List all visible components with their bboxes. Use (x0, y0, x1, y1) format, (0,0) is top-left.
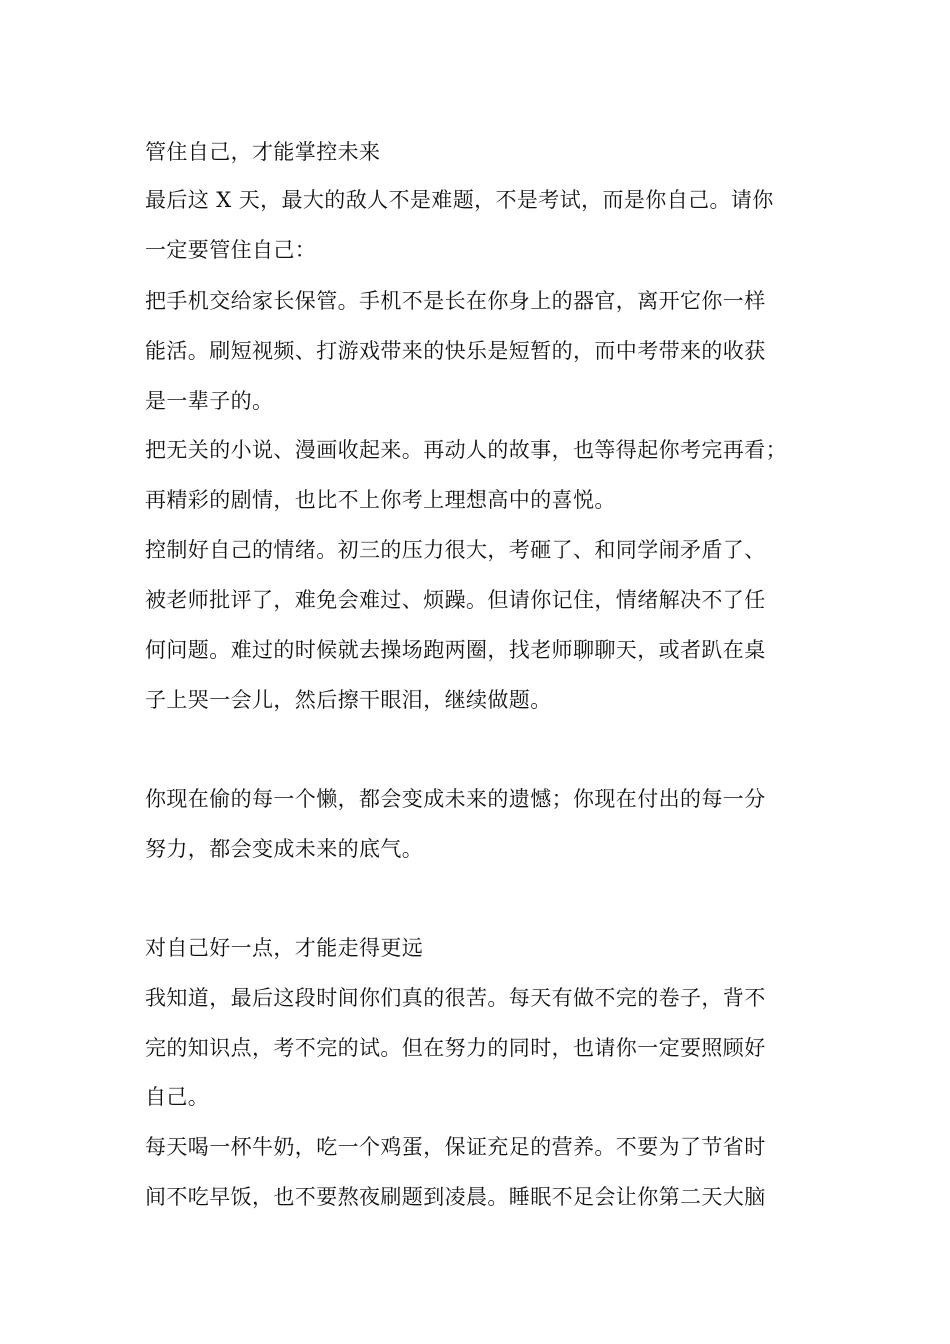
paragraph-line: 把手机交给家长保管。手机不是长在你身上的器官，离开它你一样 (145, 289, 766, 313)
paragraph-line: 完的知识点，考不完的试。但在努力的同时，也请你一定要照顾好 (145, 1036, 766, 1060)
paragraph-line: 再精彩的剧情，也比不上你考上理想高中的喜悦。 (145, 488, 616, 512)
paragraph-line: 把无关的小说、漫画收起来。再动人的故事，也等得起你考完再看； (145, 438, 787, 462)
paragraph-line: 被老师批评了，难免会难过、烦躁。但请你记住，情绪解决不了任 (145, 588, 766, 612)
paragraph-line: 是一辈子的。 (145, 389, 274, 413)
section-heading: 对自己好一点，才能走得更远 (145, 936, 424, 960)
paragraph-line: 每天喝一杯牛奶，吃一个鸡蛋，保证充足的营养。不要为了节省时 (145, 1135, 766, 1159)
paragraph-line: 能活。刷短视频、打游戏带来的快乐是短暂的，而中考带来的收获 (145, 339, 766, 363)
paragraph-line: 我知道，最后这段时间你们真的很苦。每天有做不完的卷子，背不 (145, 986, 766, 1010)
paragraph-line: 控制好自己的情绪。初三的压力很大，考砸了、和同学闹矛盾了、 (145, 538, 766, 562)
paragraph-line: 最后这 X 天，最大的敌人不是难题，不是考试，而是你自己。请你 (145, 188, 774, 212)
quote-line: 你现在偷的每一个懒，都会变成未来的遗憾；你现在付出的每一分 (145, 787, 766, 811)
quote-line: 努力，都会变成未来的底气。 (145, 837, 424, 861)
paragraph-line: 间不吃早饭，也不要熬夜刷题到凌晨。睡眠不足会让你第二天大脑 (145, 1185, 766, 1209)
paragraph-line: 何问题。难过的时候就去操场跑两圈，找老师聊聊天，或者趴在桌 (145, 638, 766, 662)
paragraph-line: 自己。 (145, 1085, 210, 1109)
section-heading: 管住自己，才能掌控未来 (145, 140, 381, 164)
paragraph-line: 一定要管住自己： (145, 238, 317, 262)
paragraph-line: 子上哭一会儿，然后擦干眼泪，继续做题。 (145, 688, 552, 712)
